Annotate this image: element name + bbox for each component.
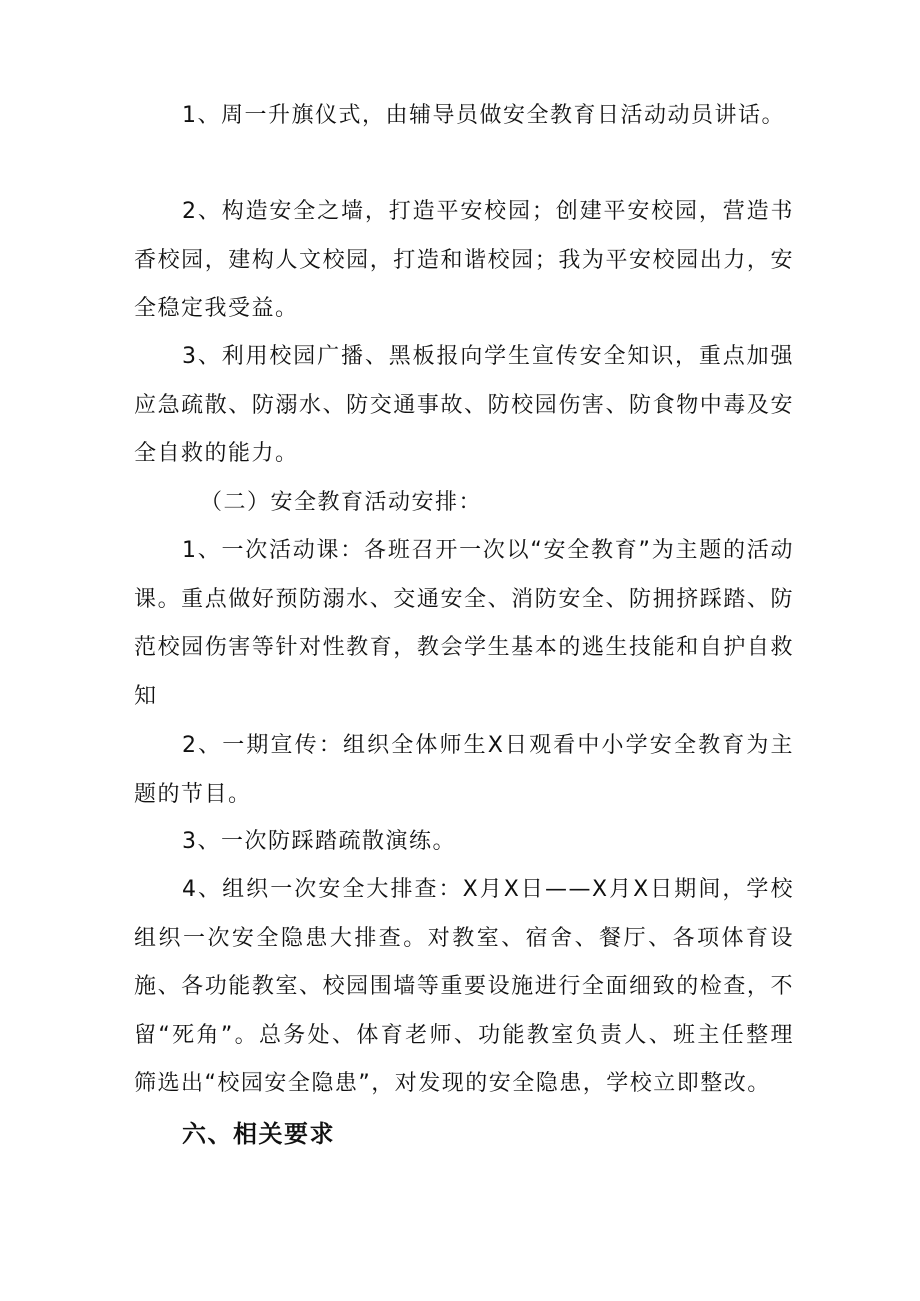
paragraph-6: 3、一次防踩踏疏散演练。: [182, 829, 456, 854]
paragraph-1: 1、周一升旗仪式，由辅导员做安全教育日活动动员讲话。: [182, 103, 785, 128]
paragraph-4: 1、一次活动课：各班召开一次以“安全教育”为主题的活动课。重点做好预防溺水、交通安全、消防安全、防拥挤踩踏、防范校园伤害等针对性教育，教会学生基本的逃生技能和自护自救知: [134, 538, 794, 709]
subsection-title: （二）安全教育活动安排：: [200, 490, 483, 515]
paragraph-7: 4、组织一次安全大排查：X月X日——X月X日期间，学校组织一次安全隐患大排查。对教室、宿舍、餐厅、各项体育设施、各功能教室、校园围墙等重要设施进行全面细致的检查，不留“死角”。总务处、体育老师、功能教室负责人、班主任整理筛选出“校园安全隐患”，对发现的安全隐患，学校立即整改。: [134, 877, 794, 1096]
section-heading: 六、相关要求: [182, 1120, 335, 1148]
paragraph-3: 3、利用校园广播、黑板报向学生宣传安全知识，重点加强应急疏散、防溺水、防交通事故、防校园伤害、防食物中毒及安全自救的能力。: [134, 344, 794, 466]
paragraph-2: 2、构造安全之墙，打造平安校园；创建平安校园，营造书香校园，建构人文校园，打造和谐校园；我为平安校园出力，安全稳定我受益。: [134, 199, 794, 321]
paragraph-5: 2、一期宣传：组织全体师生X日观看中小学安全教育为主题的节目。: [134, 733, 794, 807]
